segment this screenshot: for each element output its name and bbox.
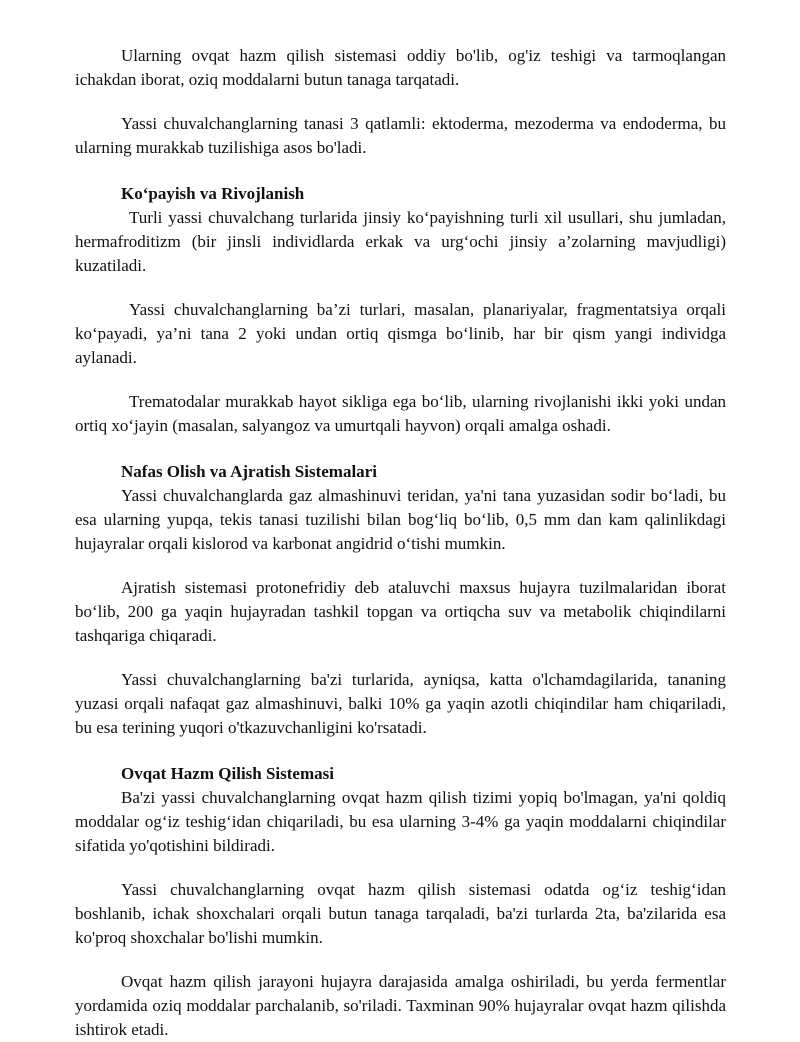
- document-page: [75, 44, 726, 1042]
- paragraph: Yassi chuvalchanglarning ovqat hazm qilish sistemasi odatda og‘iz teshig‘idan boshlanib, ichak shoxchalari orqali butun tanaga tarqaladi, ba'zi turlarda 2ta, ba'zilarida esa ko'proq shoxchalar bo'lishi mumkin.: [75, 880, 726, 947]
- paragraph: Yassi chuvalchanglarning ba’zi turlari, masalan, planariyalar, fragmentatsiya orqali ko‘payadi, ya’ni tana 2 yoki undan ortiq qismga bo‘linib, har bir qism yangi individga aylanadi.: [75, 300, 726, 367]
- section-heading: Ko‘payish va Rivojlanish: [121, 184, 305, 203]
- section-heading: Nafas Olish va Ajratish Sistemalari: [121, 462, 377, 481]
- paragraph: Ularning ovqat hazm qilish sistemasi oddiy bo'lib, og'iz teshigi va tarmoqlangan ichakdan iborat, oziq moddalarni butun tanaga tarqatadi.: [75, 46, 726, 89]
- paragraph: Turli yassi chuvalchang turlarida jinsiy ko‘payishning turli xil usullari, shu jumladan, hermafroditizm (bir jinsli individlarda erkak va urg‘ochi jinsiy a’zolarning mavjudligi) kuzatiladi.: [75, 208, 726, 275]
- paragraph: Yassi chuvalchanglarning ba'zi turlarida, ayniqsa, katta o'lchamdagilarida, tananing yuzasi orqali nafaqat gaz almashinuvi, balki 10% ga yaqin azotli chiqindilar ham chiqariladi, bu esa terining yuqori o'tkazuvchanligini ko'rsatadi.: [75, 670, 726, 737]
- paragraph: Ba'zi yassi chuvalchanglarning ovqat hazm qilish tizimi yopiq bo'lmagan, ya'ni qoldiq moddalar og‘iz teshig‘idan chiqariladi, bu esa ularning 3-4% ga yaqin moddalarni chiqindilar sifatida yo'qotishini bildiradi.: [75, 788, 726, 855]
- paragraph: Yassi chuvalchanglarning tanasi 3 qatlamli: ektoderma, mezoderma va endoderma, bu ularning murakkab tuzilishiga asos bo'ladi.: [75, 114, 726, 157]
- paragraph: Yassi chuvalchanglarda gaz almashinuvi teridan, ya'ni tana yuzasidan sodir bo‘ladi, bu esa ularning yupqa, tekis tanasi tuzilishi bilan bog‘liq bo‘lib, 0,5 mm dan kam qalinlikdagi hujayralar orqali kislorod va karbonat angidrid o‘tishi mumkin.: [75, 486, 726, 553]
- paragraph: Ovqat hazm qilish jarayoni hujayra darajasida amalga oshiriladi, bu yerda fermentlar yordamida oziq moddalar parchalanib, so'riladi. Taxminan 90% hujayralar ovqat hazm qilishda ishtirok etadi.: [75, 972, 726, 1039]
- paragraph: Ajratish sistemasi protonefridiy deb ataluvchi maxsus hujayra tuzilmalaridan iborat bo‘lib, 200 ga yaqin hujayradan tashkil topgan va ortiqcha suv va metabolik chiqindilarni tashqariga chiqaradi.: [75, 578, 726, 645]
- paragraph: Trematodalar murakkab hayot sikliga ega bo‘lib, ularning rivojlanishi ikki yoki undan ortiq xo‘jayin (masalan, salyangoz va umurtqali hayvon) orqali amalga oshadi.: [75, 392, 726, 435]
- section-heading: Ovqat Hazm Qilish Sistemasi: [121, 764, 334, 783]
